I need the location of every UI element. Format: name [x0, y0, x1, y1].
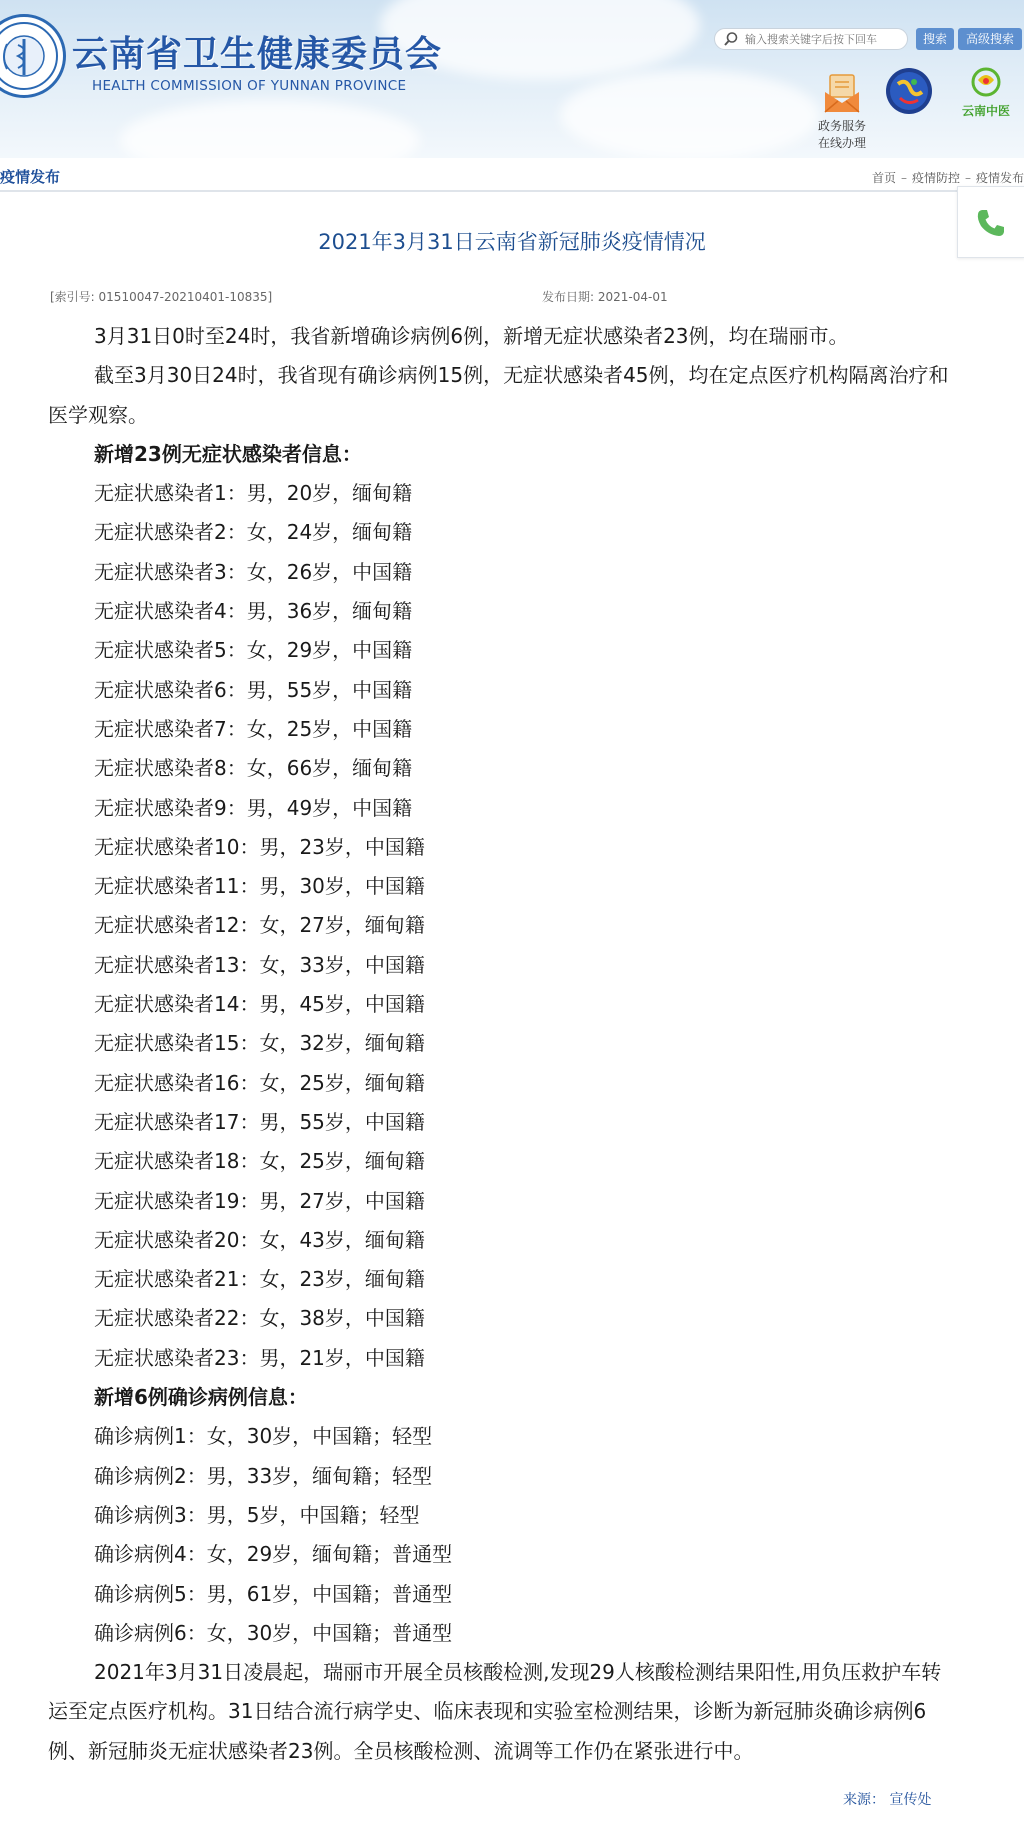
publish-date: 发布日期: 2021-04-01 — [542, 290, 668, 304]
tcm-logo-text: 云南中医 — [961, 104, 1010, 118]
asymptomatic-case-item: 无症状感染者11：男，30岁，中国籍 — [94, 874, 425, 899]
service-envelope-icon — [820, 72, 864, 116]
service-label-line2: 在线办理 — [817, 136, 866, 150]
breadcrumb-epidemic-release[interactable]: 疫情发布 — [975, 171, 1024, 185]
asymptomatic-case-item: 无症状感染者22：女，38岁，中国籍 — [94, 1306, 425, 1331]
confirmed-case-item: 确诊病例5：男，61岁，中国籍；普通型 — [94, 1581, 453, 1606]
asymptomatic-case-item: 无症状感染者7：女，25岁，中国籍 — [94, 716, 413, 741]
search-button[interactable]: 搜索 — [916, 28, 954, 50]
confirmed-case-item: 确诊病例1：女，30岁，中国籍；轻型 — [94, 1424, 433, 1449]
search-icon — [723, 31, 739, 51]
yunnan-tcm-logo[interactable] — [956, 64, 1016, 120]
breadcrumb-home[interactable]: 首页 — [871, 171, 896, 185]
asymptomatic-list — [48, 474, 954, 1378]
asymptomatic-case-item: 无症状感染者3：女，26岁，中国籍 — [94, 559, 413, 584]
confirmed-heading: 新增6例确诊病例信息： — [94, 1385, 308, 1410]
search-box[interactable] — [714, 28, 908, 50]
asymptomatic-case-item: 无症状感染者21：女，23岁，缅甸籍 — [94, 1267, 425, 1292]
asymptomatic-heading: 新增23例无症状感染者信息： — [94, 441, 362, 466]
site-header — [0, 0, 1024, 158]
confirmed-case-item: 确诊病例6：女，30岁，中国籍；普通型 — [94, 1620, 453, 1645]
article-body — [48, 317, 954, 1771]
asymptomatic-case-item: 无症状感染者10：男，23岁，中国籍 — [94, 834, 425, 859]
closing-paragraph: 2021年3月31日凌晨起，瑞丽市开展全员核酸检测,发现29人核酸检测结果阳性,用负压救护车转运至定点医疗机构。31日结合流行病学史、临床表现和实验室检测结果，诊断为新冠肺炎确诊病例6例、新冠肺炎无症状感染者23例。全员核酸检测、流调等工作仍在紧张进行中。 — [48, 1660, 942, 1763]
site-subtitle: HEALTH COMMISSION OF YUNNAN PROVINCE — [92, 78, 407, 94]
nav-bar — [0, 158, 1024, 192]
asymptomatic-case-item: 无症状感染者19：男，27岁，中国籍 — [94, 1188, 425, 1213]
advanced-search-button[interactable]: 高级搜索 — [958, 28, 1022, 50]
index-number: [索引号: 01510047-20210401-10835] — [50, 290, 273, 304]
health-emblem-icon[interactable] — [884, 66, 934, 116]
asymptomatic-case-item: 无症状感染者1：男，20岁，缅甸籍 — [94, 481, 413, 506]
asymptomatic-case-item: 无症状感染者23：男，21岁，中国籍 — [94, 1345, 425, 1370]
search-input[interactable] — [745, 31, 903, 47]
asymptomatic-case-item: 无症状感染者16：女，25岁，缅甸籍 — [94, 1070, 425, 1095]
asymptomatic-case-item: 无症状感染者17：男，55岁，中国籍 — [94, 1109, 425, 1134]
confirmed-case-item: 确诊病例3：男，5岁，中国籍；轻型 — [94, 1502, 420, 1527]
asymptomatic-case-item: 无症状感染者15：女，32岁，缅甸籍 — [94, 1031, 425, 1056]
asymptomatic-case-item: 无症状感染者2：女，24岁，缅甸籍 — [94, 520, 413, 545]
breadcrumb-epidemic-control[interactable]: 疫情防控 — [911, 171, 960, 185]
confirmed-case-item: 确诊病例4：女，29岁，缅甸籍；普通型 — [94, 1542, 453, 1567]
section-title[interactable]: 疫情发布 — [0, 168, 61, 186]
asymptomatic-case-item: 无症状感染者12：女，27岁，缅甸籍 — [94, 913, 425, 938]
breadcrumb-separator: – — [964, 171, 971, 185]
article-title: 2021年3月31日云南省新冠肺炎疫情情况 — [318, 230, 706, 254]
asymptomatic-case-item: 无症状感染者13：女，33岁，中国籍 — [94, 952, 425, 977]
asymptomatic-case-item: 无症状感染者4：男，36岁，缅甸籍 — [94, 599, 413, 624]
asymptomatic-case-item: 无症状感染者18：女，25岁，缅甸籍 — [94, 1149, 425, 1174]
asymptomatic-case-item: 无症状感染者6：男，55岁，中国籍 — [94, 677, 413, 702]
source-label: 来源： 宣传处 — [843, 1792, 932, 1808]
site-title[interactable]: 云南省卫生健康委员会 — [72, 34, 443, 75]
commission-logo[interactable] — [0, 14, 66, 98]
breadcrumb — [872, 169, 1024, 186]
breadcrumb-separator: – — [900, 171, 907, 185]
asymptomatic-case-item: 无症状感染者20：女，43岁，缅甸籍 — [94, 1227, 425, 1252]
confirmed-list — [48, 1417, 954, 1653]
asymptomatic-case-item: 无症状感染者8：女，66岁，缅甸籍 — [94, 756, 413, 781]
paragraph: 截至3月30日24时，我省现有确诊病例15例，无症状感染者45例，均在定点医疗机构隔离治疗和医学观察。 — [48, 363, 949, 427]
asymptomatic-case-item: 无症状感染者14：男，45岁，中国籍 — [94, 992, 425, 1017]
online-service-link[interactable] — [812, 72, 872, 152]
asymptomatic-case-item: 无症状感染者5：女，29岁，中国籍 — [94, 638, 413, 663]
confirmed-case-item: 确诊病例2：男，33岁，缅甸籍；轻型 — [94, 1463, 433, 1488]
service-label-line1: 政务服务 — [817, 119, 866, 133]
paragraph: 3月31日0时至24时，我省新增确诊病例6例，新增无症状感染者23例，均在瑞丽市。 — [94, 324, 849, 348]
asymptomatic-case-item: 无症状感染者9：男，49岁，中国籍 — [94, 795, 413, 820]
